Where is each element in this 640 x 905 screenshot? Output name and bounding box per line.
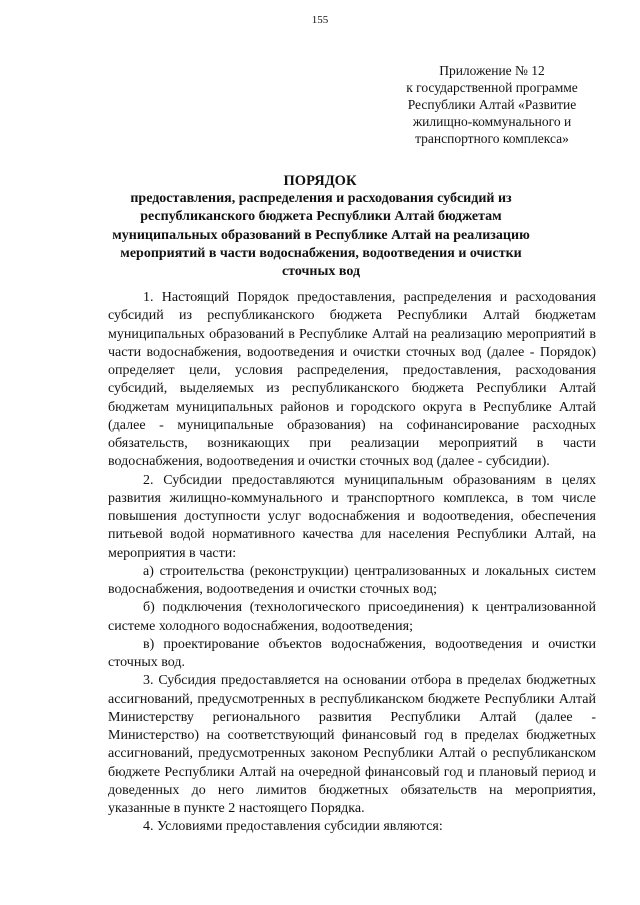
paragraph-3: 3. Субсидия предоставляется на основании отбора в пределах бюджетных ассигнований, предусмотренных в республиканском бюджете Республики Алтай Министерству регионального развития Республики Алтай (далее - Министерство) на соответствующий финансовый год в пределах бюджетных ассигнований, предусмотренных законом Республики Алтай о республиканском бюджете Республики Алтай на очередной финансовый год и плановый период и доведенных до него лимитов бюджетных обязательств на мероприятия, указанные в пункте 2 настоящего Порядка. xyxy=(108,673,596,816)
appendix-line: Приложение № 12 xyxy=(439,63,545,78)
paragraph-2: 2. Субсидии предоставляются муниципальным образованиям в целях развития жилищно-коммунального и транспортного комплекса, в том числе повышения доступности услуг водоснабжения и водоотведения, обеспечения питьевой водой нормативного качества для населения Республики Алтай, на мероприятия в части: xyxy=(108,472,596,561)
appendix-line: Республики Алтай «Развитие xyxy=(407,97,577,112)
document-body xyxy=(108,289,596,837)
subtitle-line: республиканского бюджета Республики Алтай бюджетам xyxy=(140,209,502,225)
paragraph-1: 1. Настоящий Порядок предоставления, распределения и расходования субсидий из республиканского бюджета Республики Алтай бюджетам муниципальных образований в Республике Алтай на реализацию мероприятий в части водоснабжения, водоотведения и очистки сточных вод (далее - Порядок) определяет цели, условия распределения, предоставления, расходования субсидий, выделяемых из республиканского бюджета Республики Алтай бюджетам муниципальных районов и городского округа в Республике Алтай (далее - муниципальные образования) на софинансирование расходных обязательств, возникающих при реализации мероприятий в части водоснабжения, водоотведения и очистки сточных вод (далее - субсидии). xyxy=(108,290,596,470)
page-number: 155 xyxy=(311,14,329,26)
paragraph-2b: б) подключения (технологического присоединения) к централизованной системе холодного водоснабжения, водоотведения; xyxy=(108,600,596,634)
appendix-line: транспортного комплекса» xyxy=(415,131,569,146)
subtitle-line: предоставления, распределения и расходования субсидий из xyxy=(130,191,512,206)
subtitle-line: мероприятий в части водоснабжения, водоотведения и очистки xyxy=(120,245,522,261)
document-title: ПОРЯДОК xyxy=(283,173,357,189)
appendix-line: жилищно-коммунального и xyxy=(412,114,572,129)
paragraph-2a: а) строительства (реконструкции) централизованных и локальных систем водоснабжения, водоотведения и очистки сточных вод; xyxy=(108,563,596,597)
subtitle-line: сточных вод xyxy=(281,264,361,280)
document-subtitle xyxy=(108,190,534,281)
appendix-line: к государственной программе xyxy=(406,80,578,95)
paragraph-2c: в) проектирование объектов водоснабжения, водоотведения и очистки сточных вод. xyxy=(108,636,596,670)
appendix-header xyxy=(382,62,602,147)
paragraph-4: 4. Условиями предоставления субсидии являются: xyxy=(143,819,443,835)
subtitle-line: муниципальных образований в Республике Алтай на реализацию xyxy=(112,227,530,243)
